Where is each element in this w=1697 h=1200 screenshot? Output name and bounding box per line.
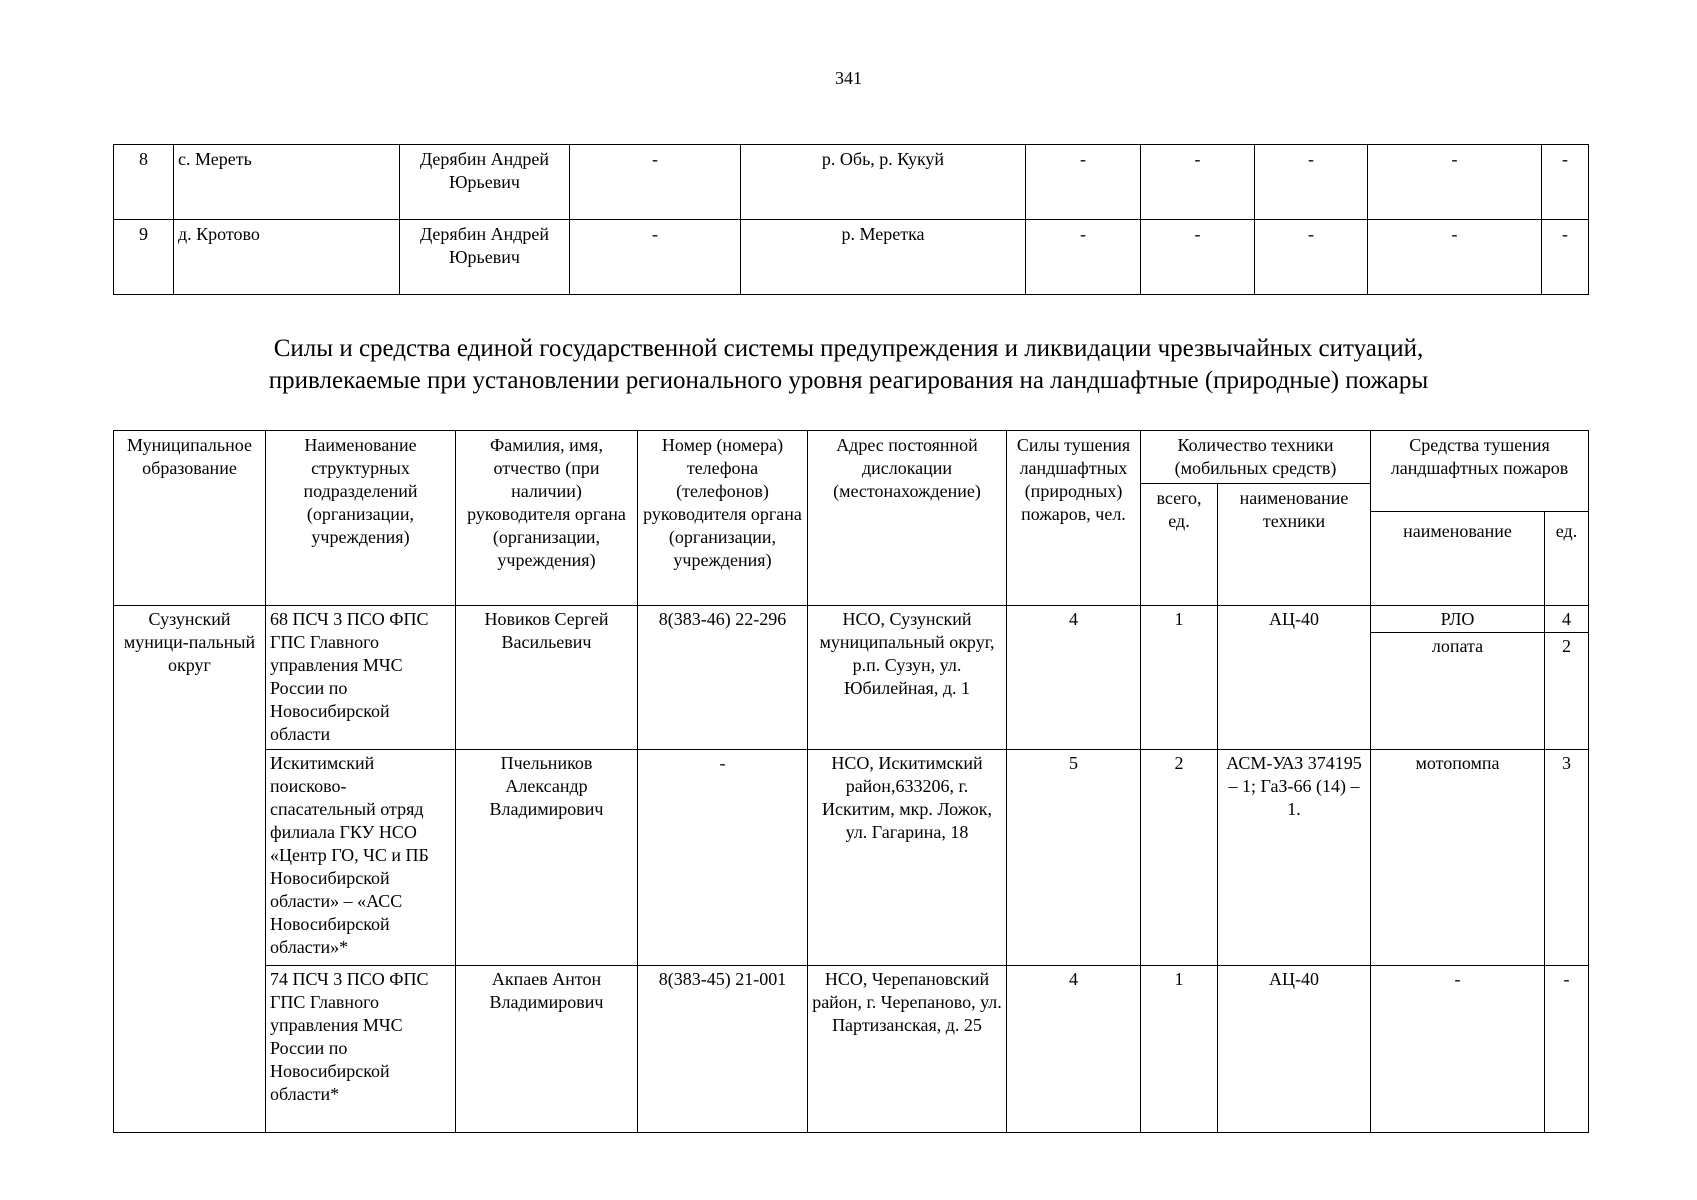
header-head-name: Фамилия, имя, отчество (при наличии) руководителя органа (организации, учреждения) xyxy=(456,431,638,606)
phone-cell: - xyxy=(570,220,741,295)
phone-cell: 8(383-46) 22-296 xyxy=(638,606,808,750)
heading-line-1: Силы и средства единой государственной системы предупреждения и ликвидации чрезвычайных ситуаций, xyxy=(273,335,1424,362)
header-vehicles-name: наименование техники xyxy=(1218,484,1371,606)
address-cell: НСО, Черепановский район, г. Черепаново, ул. Партизанская, д. 25 xyxy=(808,966,1007,1133)
forces-table xyxy=(113,430,1589,1133)
settlement-name: с. Мереть xyxy=(174,145,400,220)
unit-cell: 74 ПСЧ 3 ПСО ФПС ГПС Главного управления МЧС России по Новосибирской области* xyxy=(266,966,456,1133)
phone-cell: 8(383-45) 21-001 xyxy=(638,966,808,1133)
header-means-name: наименование xyxy=(1371,512,1545,606)
header-means-units: ед. xyxy=(1545,512,1589,606)
phone-cell: - xyxy=(638,750,808,966)
head-name-cell: Новиков Сергей Васильевич xyxy=(456,606,638,750)
header-address: Адрес постоянной дислокации (местонахождение) xyxy=(808,431,1007,606)
forces-cell: 5 xyxy=(1007,750,1141,966)
header-unit: Наименование структурных подразделений (организации, учреждения) xyxy=(266,431,456,606)
means-name-cell: лопата xyxy=(1371,633,1545,750)
vehicles-name-cell: АЦ-40 xyxy=(1218,966,1371,1133)
value-cell: - xyxy=(1542,220,1589,295)
means-units-cell: 4 xyxy=(1545,606,1589,633)
header-municipality: Муниципальное образование xyxy=(114,431,266,606)
value-cell: - xyxy=(1542,145,1589,220)
value-cell: - xyxy=(1026,220,1141,295)
water-source: р. Меретка xyxy=(741,220,1026,295)
vehicles-name-cell: АСМ-УАЗ 374195 – 1; ГаЗ-66 (14) – 1. xyxy=(1218,750,1371,966)
value-cell: - xyxy=(1026,145,1141,220)
value-cell: - xyxy=(1368,145,1542,220)
vehicles-total-cell: 1 xyxy=(1141,606,1218,750)
head-name-cell: Акпаев Антон Владимирович xyxy=(456,966,638,1133)
page-number: 341 xyxy=(835,68,862,88)
means-units-cell: 2 xyxy=(1545,633,1589,750)
header-forces: Силы тушения ландшафтных (природных) пожаров, чел. xyxy=(1007,431,1141,606)
vehicles-total-cell: 2 xyxy=(1141,750,1218,966)
address-cell: НСО, Искитимский район,633206, г. Искитим, мкр. Ложок, ул. Гагарина, 18 xyxy=(808,750,1007,966)
table-row xyxy=(114,220,1589,295)
table-row xyxy=(114,750,1589,966)
table-row xyxy=(114,966,1589,1133)
settlement-name: д. Кротово xyxy=(174,220,400,295)
value-cell: - xyxy=(1141,220,1255,295)
table-row xyxy=(114,145,1589,220)
municipality-cell: Сузунский муници-пальный округ xyxy=(114,606,266,1133)
unit-cell: Искитимский поисково-спасательный отряд филиала ГКУ НСО «Центр ГО, ЧС и ПБ Новосибирской области» – «АСС Новосибирской области»* xyxy=(266,750,456,966)
value-cell: - xyxy=(1141,145,1255,220)
means-name-cell: мотопомпа xyxy=(1371,750,1545,966)
section-heading xyxy=(0,333,1697,397)
head-name: Дерябин Андрей Юрьевич xyxy=(400,220,570,295)
unit-cell: 68 ПСЧ 3 ПСО ФПС ГПС Главного управления МЧС России по Новосибирской области xyxy=(266,606,456,750)
head-name: Дерябин Андрей Юрьевич xyxy=(400,145,570,220)
header-means: Средства тушения ландшафтных пожаров xyxy=(1371,431,1589,512)
row-number: 9 xyxy=(114,220,174,295)
header-vehicles-total: всего, ед. xyxy=(1141,484,1218,606)
value-cell: - xyxy=(1255,145,1368,220)
table-row xyxy=(114,606,1589,633)
vehicles-name-cell: АЦ-40 xyxy=(1218,606,1371,750)
vehicles-total-cell: 1 xyxy=(1141,966,1218,1133)
means-units-cell: 3 xyxy=(1545,750,1589,966)
header-row xyxy=(114,431,1589,484)
means-units-cell: - xyxy=(1545,966,1589,1133)
header-vehicles: Количество техники (мобильных средств) xyxy=(1141,431,1371,484)
forces-cell: 4 xyxy=(1007,606,1141,750)
header-phone: Номер (номера) телефона (телефонов) руководителя органа (организации, учреждения) xyxy=(638,431,808,606)
settlements-table xyxy=(113,144,1589,295)
means-name-cell: РЛО xyxy=(1371,606,1545,633)
forces-cell: 4 xyxy=(1007,966,1141,1133)
row-number: 8 xyxy=(114,145,174,220)
means-name-cell: - xyxy=(1371,966,1545,1133)
value-cell: - xyxy=(1255,220,1368,295)
heading-line-2: привлекаемые при установлении регионального уровня реагирования на ландшафтные (природные) пожары xyxy=(268,367,1429,394)
water-source: р. Обь, р. Кукуй xyxy=(741,145,1026,220)
head-name-cell: Пчельников Александр Владимирович xyxy=(456,750,638,966)
address-cell: НСО, Сузунский муниципальный округ, р.п. Сузун, ул. Юбилейная, д. 1 xyxy=(808,606,1007,750)
value-cell: - xyxy=(1368,220,1542,295)
phone-cell: - xyxy=(570,145,741,220)
